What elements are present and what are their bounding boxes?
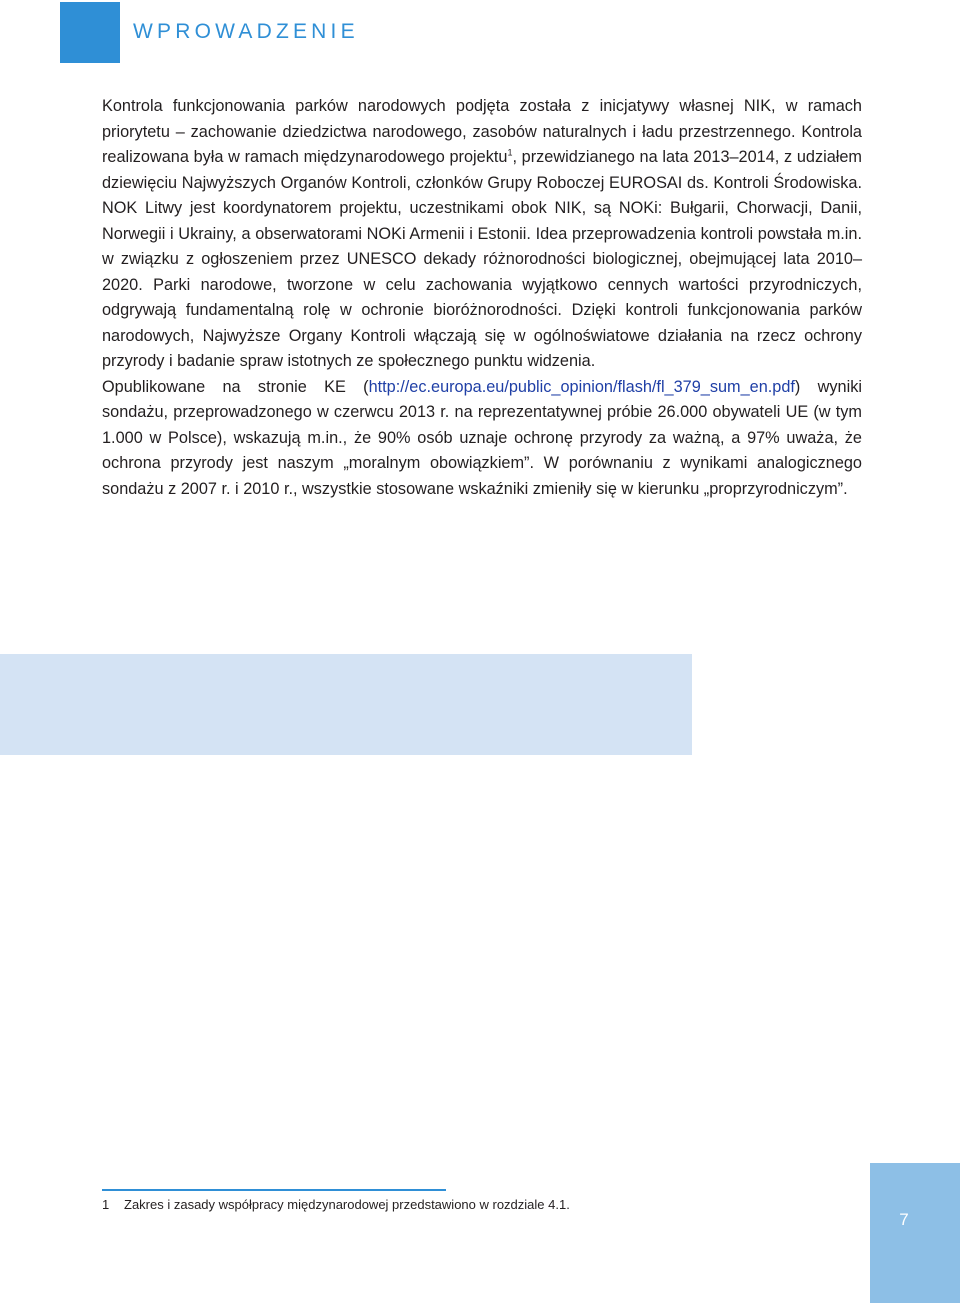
paragraph-2 [102, 375, 862, 503]
paragraph-2-text-end: ) wyniki sondażu, przeprowadzonego w czerwcu 2013 r. na reprezentatywnej próbie 26.000 obywateli UE (w tym 1.000 w Polsce), wskazują m.in., że 90% osób uznaje ochronę przyrody za ważną, a 97% uważa, że ochrona przyrody jest naszym „moralnym obowiązkiem”. W porównaniu z wynikami analogicznego sondażu z 2007 r. i 2010 r., wszystkie stosowane wskaźniki zmieniły się w kierunku „proprzyrodniczym”. [102, 377, 862, 498]
page-number-box [870, 1163, 960, 1303]
footnote-divider [102, 1189, 446, 1191]
paragraph-2-text-start: Opublikowane na stronie KE ( [102, 377, 369, 396]
footnote [102, 1197, 742, 1213]
footnote-number: 1 [102, 1197, 110, 1212]
footnote-reference[interactable]: 1 [507, 147, 513, 158]
header-color-block [60, 2, 120, 63]
body-text [102, 94, 862, 502]
paragraph-1-text-end: , przewidzianego na lata 2013–2014, z udziałem dziewięciu Najwyższych Organów Kontroli, członków Grupy Roboczej EUROSAI ds. Kontroli Środowiska. NOK Litwy jest koordynatorem projektu, uczestnikami obok NIK, są NOKi: Bułgarii, Chorwacji, Danii, Norwegii i Ukrainy, a obserwatorami NOKi Armenii i Estonii. Idea przeprowadzenia kontroli powstała m.in. w związku z ogłoszeniem przez UNESCO dekady różnorodności biologicznej, obejmującej lata 2010–2020. Parki narodowe, tworzone w celu zachowania wyjątkowo cennych wartości przyrodniczych, odgrywają fundamentalną rolę w ochronie bioróżnorodności. Dzięki kontroli funkcjonowania parków narodowych, Najwyższe Organy Kontroli włączają się w ogólnoświatowe działania na rzecz ochrony przyrody i badanie spraw istotnych ze społecznego punktu widzenia. [102, 148, 862, 370]
paragraph-1-text-start: Kontrola funkcjonowania parków narodowych podjęta została z inicjatywy własnej NIK, w ramach priorytetu – zachowanie dziedzictwa narodowego, zasobów naturalnych i ładu przestrzennego. Kontrola realizowana była w ramach międzynarodowego projektu [102, 97, 862, 166]
highlight-box [0, 654, 692, 755]
section-title: WPROWADZENIE [133, 20, 359, 43]
footnote-text: Zakres i zasady współpracy międzynarodowej przedstawiono w rozdziale 4.1. [124, 1197, 570, 1212]
paragraph-1 [102, 94, 862, 375]
survey-link[interactable]: http://ec.europa.eu/public_opinion/flash/fl_379_sum_en.pdf [368, 377, 795, 396]
page-number: 7 [899, 1210, 909, 1229]
